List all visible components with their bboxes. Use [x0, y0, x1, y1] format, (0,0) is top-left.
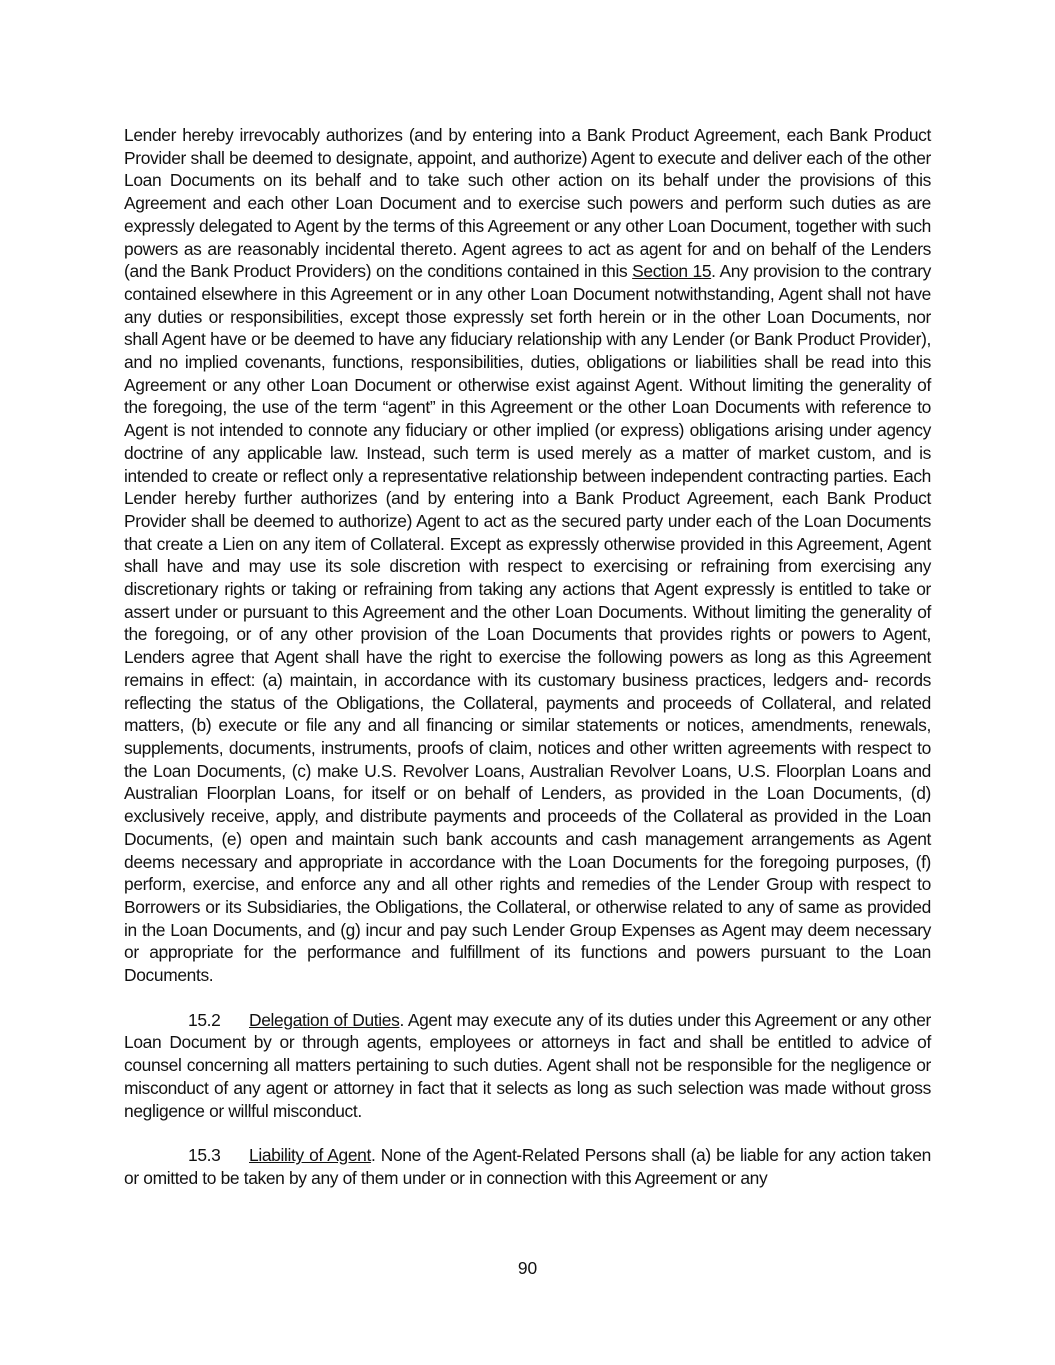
- paragraph-agent-authorization: [124, 124, 931, 987]
- document-page: [124, 124, 931, 1190]
- paragraph-text: Lender hereby irrevocably authorizes (and by entering into a Bank Product Agreement, each Bank Product Provider shall be deemed to designate, appoint, and authorize) Agent to execute and deliver each of the other Loan Documents on its behalf and to take such other action on its behalf under the provisions of this Agreement and each other Loan Document and to exercise such powers and perform such duties as are expressly delegated to Agent by the terms of this Agreement or any other Loan Document, together with such powers as are reasonably incidental thereto. Agent agrees to act as agent for and on behalf of the Lenders (and the Bank Product Providers) on the conditions contained in this: [124, 125, 931, 282]
- section-15-2-paragraph: [124, 1009, 931, 1123]
- section-heading: Delegation of Duties: [249, 1009, 400, 1030]
- paragraph-text: . Any provision to the contrary contained elsewhere in this Agreement or in any other Loan Document notwithstanding, Agent shall not have any duties or responsibilities, except those expressly set forth herein or in the other Loan Documents, nor shall Agent have or be deemed to have any fiduciary relationship with any Lender (or Bank Product Provider), and no implied covenants, functions, responsibilities, duties, obligations or liabilities shall be read into this Agreement or any other Loan Document or otherwise exist against Agent. Without limiting the generality of the foregoing, the use of the term “agent” in this Agreement or the other Loan Documents with reference to Agent is not intended to connote any fiduciary or other implied (or express) obligations arising under agency doctrine of any applicable law. Instead, such term is used merely as a matter of market custom, and is intended to create or reflect only a representative relationship between independent contracting parties. Each Lender hereby further authorizes (and by entering into a Bank Product Agreement, each Bank Product Provider shall be deemed to authorize) Agent to act as the secured party under each of the Loan Documents that create a Lien on any item of Collateral. Except as expressly otherwise provided in this Agreement, Agent shall have and may use its sole discretion with respect to exercising or refraining from exercising any discretionary rights or taking or refraining from taking any actions that Agent expressly is entitled to take or assert under or pursuant to this Agreement and the other Loan Documents. Without limiting the generality of the foregoing, or of any other provision of the Loan Documents that provides rights or powers to Agent, Lenders agree that Agent shall have the right to exercise the following powers as long as this Agreement remains in effect: (a) maintain, in accordance with its customary business practices, ledgers and- records reflecting the status of the Obligations, the Collateral, payments and proceeds of Collateral, and related matters, (b) execute or file any and all financing or similar statements or notices, amendments, renewals, supplements, documents, instruments, proofs of claim, notices and other written agreements with respect to the Loan Documents, (c) make U.S. Revolver Loans, Australian Revolver Loans, U.S. Floorplan Loans and Australian Floorplan Loans, for itself or on behalf of Lenders, as provided in the Loan Documents, (d) exclusively receive, apply, and distribute payments and proceeds of the Collateral as provided in the Loan Documents, (e) open and maintain such bank accounts and cash management arrangements as Agent deems necessary and appropriate in accordance with the Loan Documents for the foregoing purposes, (f) perform, exercise, and enforce any and all other rights and remedies of the Lender Group with respect to Borrowers or its Subsidiaries, the Obligations, the Collateral, or otherwise related to any of same as provided in the Loan Documents, and (g) incur and pay such Lender Group Expenses as Agent may deem necessary or appropriate for the performance and fulfillment of its functions and powers pursuant to the Loan Documents.: [124, 261, 931, 986]
- section-number: 15.3: [188, 1145, 221, 1166]
- section-number: 15.2: [188, 1009, 221, 1030]
- section-15-reference: Section 15: [632, 261, 712, 282]
- section-heading: Liability of Agent: [249, 1145, 371, 1166]
- section-text: . None of the Agent-Related Persons shall (a) be liable for any action taken or omitted to be taken by any of them under or in connection with this Agreement or any: [124, 1145, 931, 1188]
- section-text: . Agent may execute any of its duties under this Agreement or any other Loan Document by or through agents, employees or attorneys in fact and shall be entitled to advice of counsel concerning all matters pertaining to such duties. Agent shall not be responsible for the negligence or misconduct of any agent or attorney in fact that it selects as long as such selection was made without gross negligence or willful misconduct.: [124, 1009, 931, 1121]
- section-15-3-paragraph: [124, 1144, 931, 1189]
- page-number: 90: [517, 1258, 538, 1278]
